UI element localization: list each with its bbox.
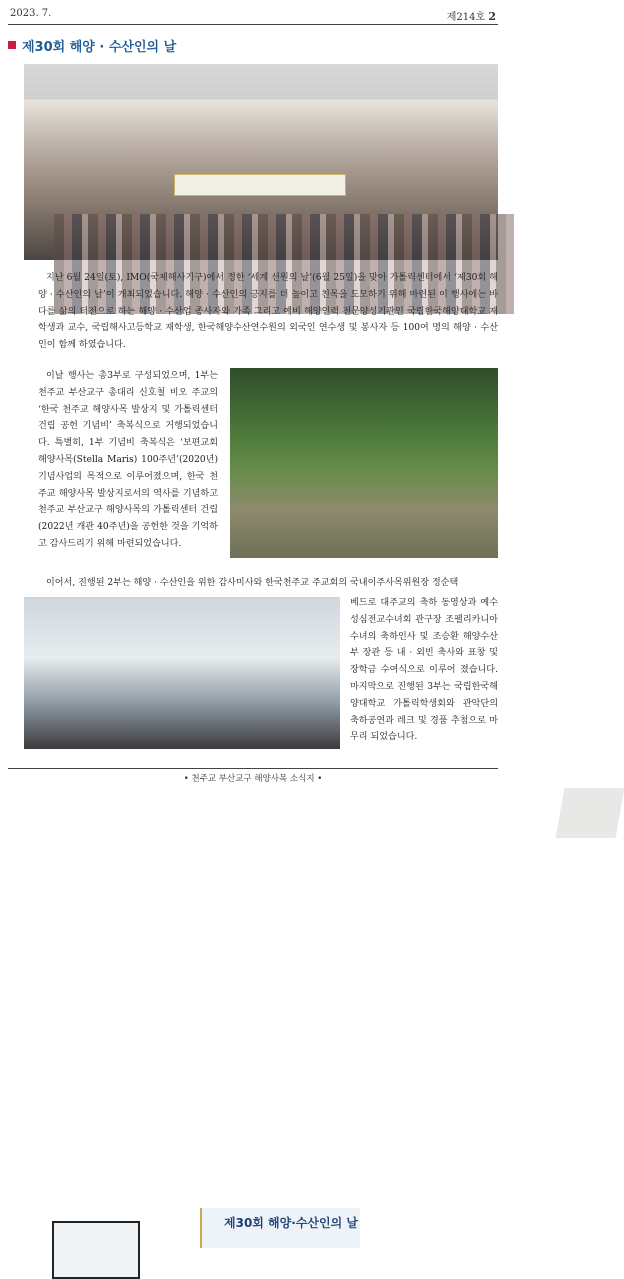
paragraph-part2-rest: 베드로 대주교의 축하 동영상과 예수성심전교수녀회 관구장 조펠리카니아 수녀의 축하인사 및 조승환 해양수산부 장관 등 내 · 외빈 축사와 표창 및 장학금 수여식으로 이루어 졌습니다. 마지막으로 진행된 3부는 국립한국해양대학교 가톨릭학생회와 관악단의 축하공연과 레크 및 경품 추첨으로 마무리 되었습니다.	[350, 598, 498, 743]
group-photo	[24, 64, 498, 260]
page-number: 2	[488, 10, 496, 23]
article-title-text: 제30회 해양 · 수산인의 날	[22, 39, 177, 55]
video-screen	[52, 1221, 140, 1279]
issue-date: 2023. 7.	[10, 8, 52, 19]
issue-number: 제214호	[446, 12, 486, 23]
memorial-stone	[556, 788, 624, 838]
article-title	[8, 36, 176, 54]
event-banner	[174, 174, 346, 196]
page-header	[10, 6, 496, 22]
newsletter-footer: • 천주교 부산교구 해양사목 소식지 •	[183, 774, 323, 784]
title-marker-icon	[8, 41, 16, 49]
mass-banner	[200, 1208, 360, 1248]
footer-divider	[8, 768, 498, 769]
mass-banner-text: 제30회 해양·수산인의 날	[224, 1216, 358, 1230]
paragraph-part2-lead: 이어서, 진행된 2부는 해양 · 수산인을 위한 감사미사와 한국천주교 주교회의 국내이주사목위원장 정순택	[46, 578, 459, 588]
blessing-ceremony-photo	[230, 368, 498, 558]
paragraph-intro: 지난 6월 24일(토), IMO(국제해사기구)에서 정한 ‘세계 선원의 날’(6월 25일)을 맞아 가톨릭센터에서 ‘제30회 해양 · 수산인의 날’이 개최되었습니다. 해양 · 수산인의 긍지를 더 높이고 친목을 도모하기 위해 마련된 이 행사에는 바다를 삶의 터전으로 하는 해양 · 수산업 종사자와 가족 그리고 예비 해양인력 전문양성기관인 국립한국해양대학교 재학생과 교수, 국립해사고등학교 재학생, 한국해양수산연수원의 외국인 연수생 및 봉사자 등 100여 명의 해양 · 수산인이 함께 하였습니다.	[38, 273, 498, 351]
header-divider	[8, 24, 498, 25]
issue-info	[447, 8, 496, 23]
paragraph-part1: 이날 행사는 총3부로 구성되었으며, 1부는 천주교 부산교구 총대리 신호철 비오 주교의 ‘한국 천주교 해양사목 발상지 및 가톨릭센터 건립 공헌 기념비’ 축복식으로 거행되었습니다. 특별히, 1부 기념비 축복식은 ‘보편교회 해양사목(Stella Maris) 100주년’(2020년) 기념사업의 목적으로 이루어졌으며, 한국 천주교 해양사목 발상지로서의 역사를 기념하고 천주교 부산교구 해양사목의 가톨릭센터 건립(2022년 개관 40주년)을 공헌한 것을 기억하고 감사드리기 위해 마련되었습니다.	[38, 371, 218, 549]
